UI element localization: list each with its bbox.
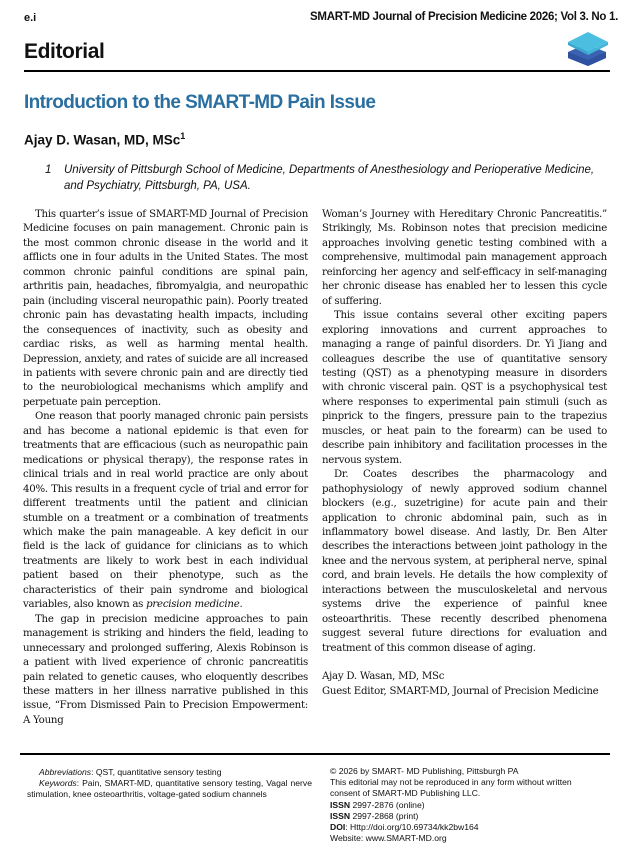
affiliation — [45, 162, 605, 194]
publication-info — [330, 766, 610, 844]
article-title: Introduction to the SMART-MD Pain Issue — [24, 92, 376, 113]
copyright: © 2026 by SMART- MD Publishing, Pittsburgh PA — [330, 766, 519, 776]
issn-online: ISSN 2997-2876 (online) — [330, 799, 425, 810]
author-line — [24, 131, 185, 148]
header-divider — [24, 70, 610, 72]
keywords: Keywords: Pain, SMART-MD, quantitative sensory testing, Vagal nerve stimulation, knee osteoarthritis, voltage-gated sodium channels — [27, 778, 312, 799]
page-number: e.i — [24, 12, 37, 24]
body-column-left — [23, 208, 308, 728]
issn-print: ISSN 2997-2868 (print) — [330, 810, 419, 821]
emphasis-precision-medicine: precision medicine — [146, 599, 240, 611]
reproduction-notice-1: This editorial may not be reproduced in any form without written — [330, 777, 572, 788]
reproduction-notice-2: consent of SMART-MD Publishing LLC. — [330, 788, 481, 799]
doi-link[interactable]: : Http://doi.org/10.69734/kk2bw164 — [345, 822, 479, 833]
layered-stack-icon — [562, 28, 612, 68]
body-column-right — [322, 208, 607, 699]
author-name: Ajay D. Wasan, MD, MSc — [24, 132, 181, 148]
website-link[interactable]: Website: www.SMART-MD.org — [330, 833, 447, 844]
doi: DOI: Http://doi.org/10.69734/kk2bw164 — [330, 822, 479, 833]
author-affiliation-marker: 1 — [180, 131, 186, 141]
paragraph-epidemic: One reason that poorly managed chronic pain persists and has become a national epidemic is that even for treatments that are efficacious (such as neuropathic pain medications or physical therapy), the response rates in clinical trials and in real world practice are only about 40%. This results in a frequent cycle of trial and error for different treatments until the patient and clinician stumble on a treatment or a combination of treatments which make the pain manageable. A key deficit in our field is the lack of guidance for clinicians as to which treatments are likely to work best in each individual patient based on their phenotype, such as the characteristics of their pain syndrome and biological variables, also known as precision medicine. — [23, 411, 308, 611]
affiliation-text: University of Pittsburgh School of Medicine, Departments of Anesthesiology and Perioperative Medicine, and Psychiatry, Pittsburgh, PA, USA. — [64, 164, 595, 192]
affiliation-number: 1 — [45, 164, 52, 176]
abbreviations: Abbreviations: QST, quantitative sensory testing — [39, 767, 222, 777]
signoff — [322, 670, 607, 699]
paragraph-coates-alter: Dr. Coates describes the pharmacology and pathophysiology of newly approved sodium channel blockers (e.g., suzetrigine) for acute pain and their application to chronic abdominal pain, such as in inflammatory bowel disease. And lastly, Dr. Ben Alter describes the interactions between joint pathology in the knee and the nervous system, at peripheral nerve, spinal cord, and brain levels. He details the how complexity of interactions between the musculoskeletal and nervous systems drive the experience of painful knee osteoarthritis. These recently described phenomena suggest several future directions for evaluation and treatment of this common disease of aging. — [322, 469, 607, 654]
paragraph-gap-continued: Woman’s Journey with Hereditary Chronic Pancreatitis.” Strikingly, Ms. Robinson notes that precision medicine approaches involving genetic testing combined with a comprehensive, multimodal pain management approach reinforcing her agency and self-efficacy in self-managing her chronic disease has enabled her to lessen this cycle of suffering. — [322, 209, 607, 307]
paragraph-qst: This issue contains several other exciting papers exploring innovations and current approaches to managing a range of painful disorders. Dr. Yi Jiang and colleagues describe the use of quantitative sensory testing (QST) as a phenotyping measure in disorders with chronic visceral pain. QST is a psychophysical test where responses to experimental pain stimuli (such as pinprick to the fingers, pressure pain to the trapezius muscles, or heat pain to the forearm) can be used to describe pain inhibitory and facilitation processes in the nervous system. — [322, 310, 607, 466]
abbreviations-keywords — [27, 767, 312, 800]
journal-citation: SMART-MD Journal of Precision Medicine 2026; Vol 3. No 1. — [310, 11, 618, 23]
signoff-name: Ajay D. Wasan, MD, MSc — [322, 671, 445, 683]
footer-divider — [20, 753, 610, 755]
paragraph-intro: This quarter’s issue of SMART-MD Journal of Precision Medicine focuses on pain management. Chronic pain is the most common chronic disease in the world and it afflicts one in four adults in the United States. The most common chronic painful conditions are spinal pain, arthritis pain, headaches, fibromyalgia, and neuropathic pain (including visceral neuropathic pain). Poorly treated chronic pain has devastating health impacts, including the consequences of inactivity, such as obesity and cardiac risks, as well as harming mental health. Depression, anxiety, and rates of suicide are all increased in patients with severe chronic pain and are directly tied to the neurobiological mechanisms which amplify and perpetuate pain perception. — [23, 209, 308, 408]
section-title: Editorial — [24, 40, 105, 63]
signoff-title: Guest Editor, SMART-MD, Journal of Precision Medicine — [322, 685, 599, 697]
paragraph-gap: The gap in precision medicine approaches to pain management is striking and hinders the field, leading to unnecessary and prolonged suffering, Alexis Robinson is a patient with lived experience of chronic pancreatitis pain related to genetic causes, who eloquently describes these matters in her illness narrative published in this issue, “From Dismissed Pain to Precision Empowerment: A Young — [23, 613, 308, 726]
